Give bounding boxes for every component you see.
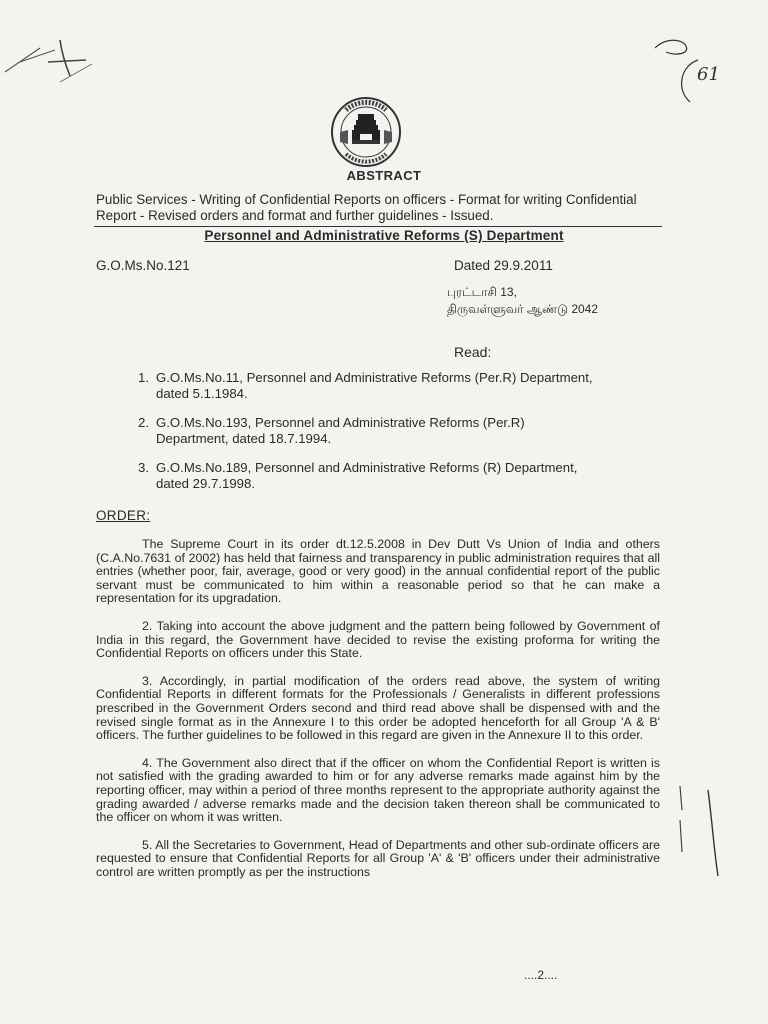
reference-text: G.O.Ms.No.189, Personnel and Administrative Reforms (R) Department, [156,460,578,475]
reference-item [138,415,678,447]
tamil-date-year: திருவள்ளுவர் ஆண்டு 2042 [447,302,599,316]
department-title: Personnel and Administrative Reforms (S) Department [204,228,564,243]
handwritten-note: 61 [697,64,720,85]
margin-pen-marks [672,780,732,880]
reference-date: Department, dated 18.7.1994. [156,431,332,446]
reference-item [138,460,678,492]
reference-item [138,370,678,402]
continuation-marker: ....2.... [524,968,558,982]
order-heading: ORDER: [96,508,151,523]
references-list [138,370,678,505]
reference-number: 3. [138,460,149,475]
reference-date: dated 29.7.1998. [156,476,255,491]
order-paragraph: 3. Accordingly, in partial modification of the orders read above, the system of writing Confidential Reports in different formats for the Professionals / Generalists in different professions prescribed in the Government Orders second and third read above shall be dispensed with and the revised single format as in the Annexure I to this order be adopted henceforth for all Group 'A & B' officers. The further guidelines to be followed in this regard are given in the Annexure II to this order. [96,673,660,743]
subject-line: Public Services - Writing of Confidential Reports on officers - Format for writing Confidential Report - Revised orders and format and further guidelines - Issued. [96,192,637,223]
order-paragraph: The Supreme Court in its order dt.12.5.2008 in Dev Dutt Vs Union of India and others (C.A.No.7631 of 2002) has held that fairness and transparency in public administration requires that all entries (whether poor, fair, average, good or very good) in the annual confidential report of the public servant must be communicated to him within a reasonable period so that he can make a representation for its upgradation. [96,537,660,606]
abstract-title: ABSTRACT [346,168,422,183]
reference-number: 2. [138,415,149,430]
reference-text: G.O.Ms.No.193, Personnel and Administrative Reforms (Per.R) [156,415,525,430]
order-paragraph: 2. Taking into account the above judgment and the pattern being followed by Government of India in this regard, the Government have decided to revise the existing proforma for writing the Confidential Reports on officers under this State. [96,618,660,661]
order-paragraph: 5. All the Secretaries to Government, Head of Departments and other sub-ordinate officers are requested to ensure that Confidential Reports for all Group 'A' & 'B' officers under their administrative control are written promptly as per the instructions [96,837,660,879]
reference-text: G.O.Ms.No.11, Personnel and Administrative Reforms (Per.R) Department, [156,370,593,385]
order-paragraph: 4. The Government also direct that if the officer on whom the Confidential Report is written is not satisfied with the grading awarded to him or for any adverse remarks made against him by the reporting officer, may within a period of three months represent to the appropriate authority against the grading awarded / adverse remarks made and the decision taken thereon shall be communicated to the officer on whom it was written. [96,755,660,825]
go-number: G.O.Ms.No.121 [96,258,190,273]
order-body [96,538,660,893]
reference-date: dated 5.1.1984. [156,386,248,401]
order-date: Dated 29.9.2011 [454,258,553,273]
tamil-date-month: புரட்டாசி 13, [447,285,517,299]
reference-number: 1. [138,370,149,385]
state-emblem-seal [322,94,410,172]
read-label: Read: [454,344,492,360]
subject-divider [94,226,662,227]
